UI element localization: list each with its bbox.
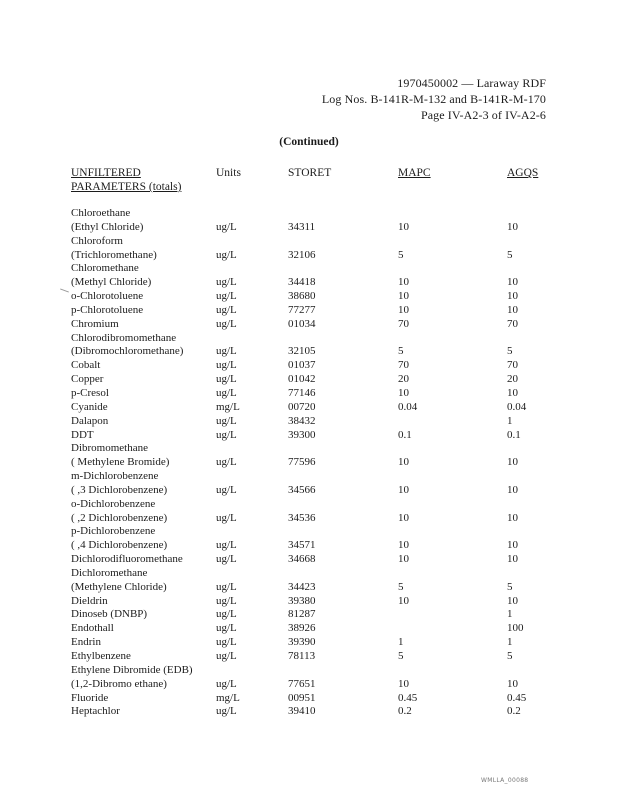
unit-cell: ug/L: [216, 636, 237, 649]
parameter-name: (1,2-Dibromo ethane): [71, 677, 167, 690]
storet-code: 32105: [288, 345, 316, 358]
mapc-value: 20: [398, 373, 409, 386]
storet-code: 81287: [288, 608, 316, 621]
parameter-name: Chloroform: [71, 234, 123, 247]
table-row: [0, 415, 618, 429]
storet-code: 39380: [288, 594, 316, 607]
continued-label: (Continued): [279, 136, 339, 148]
table-row: [0, 581, 618, 595]
bates-stamp: WMLLA_00088: [481, 777, 529, 784]
table-row: [0, 512, 618, 526]
unit-cell: ug/L: [216, 608, 237, 621]
parameter-name: ( ,3 Dichlorobenzene): [71, 483, 168, 496]
parameter-name: Ethylene Dibromide (EDB): [71, 663, 193, 676]
parameter-name: Heptachlor: [71, 705, 120, 718]
parameter-name: Chlorodibromomethane: [71, 331, 177, 344]
table-row: [0, 235, 618, 249]
table-row: [0, 221, 618, 235]
table-row: [0, 401, 618, 415]
parameter-name: Chloroethane: [71, 207, 131, 219]
agqs-value: 5: [507, 248, 513, 261]
agqs-value: 0.45: [507, 691, 527, 704]
page-number-line: Page IV-A2-3 of IV-A2-6: [420, 108, 546, 122]
mapc-value: 10: [398, 456, 409, 469]
storet-code: 77146: [288, 386, 316, 399]
parameter-name: o-Dichlorobenzene: [71, 497, 156, 510]
storet-code: 38432: [288, 414, 316, 427]
unit-cell: ug/L: [216, 553, 237, 566]
mapc-value: 10: [398, 677, 409, 690]
storet-code: 34536: [288, 511, 316, 524]
agqs-value: 5: [507, 650, 513, 662]
parameter-name: Fluoride: [71, 691, 109, 704]
parameter-name: p-Dichlorobenzene: [71, 525, 156, 538]
parameter-name: m-Dichlorobenzene: [71, 470, 159, 483]
table-row: [0, 387, 618, 401]
agqs-value: 10: [507, 594, 518, 607]
parameter-name: (Dibromochloromethane): [71, 345, 184, 358]
unit-cell: ug/L: [216, 386, 237, 399]
parameter-name: ( Methylene Bromide): [71, 456, 170, 469]
agqs-value: 0.2: [507, 705, 521, 718]
table-row: [0, 332, 618, 346]
unit-cell: ug/L: [216, 705, 237, 718]
table-row: [0, 429, 618, 443]
table-row: [0, 595, 618, 609]
parameter-name: Dibromomethane: [71, 442, 148, 455]
parameter-name: Dichlorodifluoromethane: [71, 553, 183, 566]
mapc-value: 0.1: [398, 428, 412, 441]
parameter-name: ( ,4 Dichlorobenzene): [71, 539, 168, 552]
unit-cell: mg/L: [216, 400, 240, 413]
agqs-value: 70: [507, 317, 518, 330]
mapc-value: 0.2: [398, 705, 412, 718]
mapc-value: 10: [398, 220, 409, 233]
unit-cell: ug/L: [216, 650, 237, 662]
agqs-value: 10: [507, 386, 518, 399]
storet-code: 77651: [288, 677, 316, 690]
table-row: [0, 525, 618, 539]
parameter-name: (Methylene Chloride): [71, 580, 167, 593]
mapc-value: 0.45: [398, 691, 418, 704]
agqs-value: 5: [507, 345, 513, 358]
table-row: [0, 498, 618, 512]
mapc-value: 5: [398, 345, 404, 358]
unit-cell: ug/L: [216, 290, 237, 303]
storet-code: 34566: [288, 483, 316, 496]
parameter-name: Chloromethane: [71, 262, 139, 275]
mapc-value: 10: [398, 594, 409, 607]
unit-cell: ug/L: [216, 220, 237, 233]
agqs-value: 10: [507, 303, 518, 316]
parameter-name: p-Chlorotoluene: [71, 303, 144, 316]
storet-code: 32106: [288, 248, 316, 261]
table-row: [0, 290, 618, 304]
unit-cell: ug/L: [216, 303, 237, 316]
agqs-value: 10: [507, 677, 518, 690]
unit-cell: ug/L: [216, 511, 237, 524]
mapc-value: 5: [398, 650, 404, 662]
table-row: [0, 276, 618, 290]
unit-cell: ug/L: [216, 483, 237, 496]
storet-code: 38926: [288, 622, 316, 635]
unit-cell: ug/L: [216, 677, 237, 690]
unit-cell: ug/L: [216, 594, 237, 607]
mapc-value: 0.04: [398, 400, 418, 413]
parameter-name: Ethylbenzene: [71, 650, 131, 662]
agqs-value: 10: [507, 539, 518, 552]
agqs-value: 0.04: [507, 400, 527, 413]
table-row: [0, 442, 618, 456]
parameter-name: (Trichloromethane): [71, 248, 157, 261]
unit-cell: ug/L: [216, 580, 237, 593]
unit-cell: ug/L: [216, 456, 237, 469]
agqs-value: 70: [507, 359, 518, 372]
storet-code: 77277: [288, 303, 316, 316]
parameter-name: Dichloromethane: [71, 566, 148, 579]
agqs-value: 100: [507, 622, 524, 635]
agqs-value: 10: [507, 456, 518, 469]
unit-cell: ug/L: [216, 317, 237, 330]
agqs-value: 10: [507, 511, 518, 524]
parameters-table: [0, 207, 618, 719]
table-row: [0, 664, 618, 678]
parameter-name: o-Chlorotoluene: [71, 290, 144, 303]
unit-cell: ug/L: [216, 359, 237, 372]
mapc-value: 10: [398, 553, 409, 566]
column-header-storet: STORET: [288, 167, 332, 179]
table-row: [0, 650, 618, 664]
storet-code: 01034: [288, 317, 316, 330]
mapc-value: 70: [398, 359, 409, 372]
storet-code: 38680: [288, 290, 316, 303]
table-row: [0, 705, 618, 719]
unit-cell: ug/L: [216, 539, 237, 552]
storet-code: 39410: [288, 705, 316, 718]
parameter-name: Dalapon: [71, 414, 109, 427]
log-numbers-line: Log Nos. B-141R-M-132 and B-141R-M-170: [321, 92, 546, 106]
storet-code: 34571: [288, 539, 316, 552]
parameter-name: Dieldrin: [71, 594, 108, 607]
table-row: [0, 345, 618, 359]
document-id-line: 1970450002 — Laraway RDF: [397, 76, 546, 90]
table-row: [0, 456, 618, 470]
agqs-value: 10: [507, 290, 518, 303]
table-row: [0, 470, 618, 484]
agqs-value: 10: [507, 276, 518, 289]
column-header-parameters: [71, 166, 181, 194]
agqs-value: 1: [507, 636, 513, 649]
storet-code: 39300: [288, 428, 316, 441]
unit-cell: ug/L: [216, 373, 237, 386]
parameter-name: ( ,2 Dichlorobenzene): [71, 511, 168, 524]
table-row: [0, 636, 618, 650]
mapc-value: 5: [398, 248, 404, 261]
table-row: [0, 678, 618, 692]
storet-code: 34668: [288, 553, 316, 566]
unit-cell: ug/L: [216, 414, 237, 427]
parameter-name: Copper: [71, 373, 104, 386]
unit-cell: ug/L: [216, 248, 237, 261]
unit-cell: ug/L: [216, 276, 237, 289]
parameter-name: (Ethyl Chloride): [71, 220, 144, 233]
mapc-value: 5: [398, 580, 404, 593]
agqs-value: 1: [507, 608, 513, 621]
mapc-value: 10: [398, 276, 409, 289]
unit-cell: ug/L: [216, 622, 237, 635]
storet-code: 77596: [288, 456, 316, 469]
parameter-name: Cobalt: [71, 359, 101, 372]
agqs-value: 5: [507, 580, 513, 593]
unit-cell: ug/L: [216, 345, 237, 358]
parameter-name: Endothall: [71, 622, 114, 635]
table-row: [0, 318, 618, 332]
unit-cell: mg/L: [216, 691, 240, 704]
mapc-value: 70: [398, 317, 409, 330]
storet-code: 34311: [288, 220, 316, 233]
table-row: [0, 249, 618, 263]
mapc-value: 10: [398, 303, 409, 316]
parameter-name: DDT: [71, 428, 94, 441]
column-header-units: Units: [216, 167, 241, 179]
parameter-name: Cyanide: [71, 400, 108, 413]
parameter-name: p-Cresol: [71, 386, 109, 399]
table-row: [0, 484, 618, 498]
table-row: [0, 207, 618, 221]
column-header-mapc: MAPC: [398, 167, 431, 179]
storet-code: 01042: [288, 373, 316, 386]
agqs-value: 1: [507, 414, 513, 427]
storet-code: 34418: [288, 276, 316, 289]
table-row: [0, 539, 618, 553]
unit-cell: ug/L: [216, 428, 237, 441]
parameter-name: Endrin: [71, 636, 101, 649]
table-row: [0, 304, 618, 318]
agqs-value: 20: [507, 373, 518, 386]
parameter-name: Dinoseb (DNBP): [71, 608, 148, 621]
storet-code: 39390: [288, 636, 316, 649]
agqs-value: 10: [507, 220, 518, 233]
table-row: [0, 262, 618, 276]
storet-code: 00720: [288, 400, 316, 413]
parameter-name: (Methyl Chloride): [71, 276, 152, 289]
parameter-name: Chromium: [71, 317, 119, 330]
agqs-value: 0.1: [507, 428, 521, 441]
storet-code: 00951: [288, 691, 316, 704]
storet-code: 01037: [288, 359, 316, 372]
storet-code: 34423: [288, 580, 316, 593]
table-row: [0, 692, 618, 706]
agqs-value: 10: [507, 553, 518, 566]
agqs-value: 10: [507, 483, 518, 496]
table-row: [0, 553, 618, 567]
table-row: [0, 622, 618, 636]
table-row: [0, 373, 618, 387]
table-row: [0, 608, 618, 622]
table-row: [0, 567, 618, 581]
mapc-value: 1: [398, 636, 404, 649]
storet-code: 78113: [288, 650, 316, 662]
mapc-value: 10: [398, 511, 409, 524]
column-header-agqs: AGQS: [507, 167, 539, 179]
param-header-line2: PARAMETERS (totals): [71, 181, 182, 193]
mapc-value: 10: [398, 539, 409, 552]
mapc-value: 10: [398, 483, 409, 496]
mapc-value: 10: [398, 386, 409, 399]
mapc-value: 10: [398, 290, 409, 303]
param-header-line1: UNFILTERED: [71, 167, 141, 179]
table-row: [0, 359, 618, 373]
